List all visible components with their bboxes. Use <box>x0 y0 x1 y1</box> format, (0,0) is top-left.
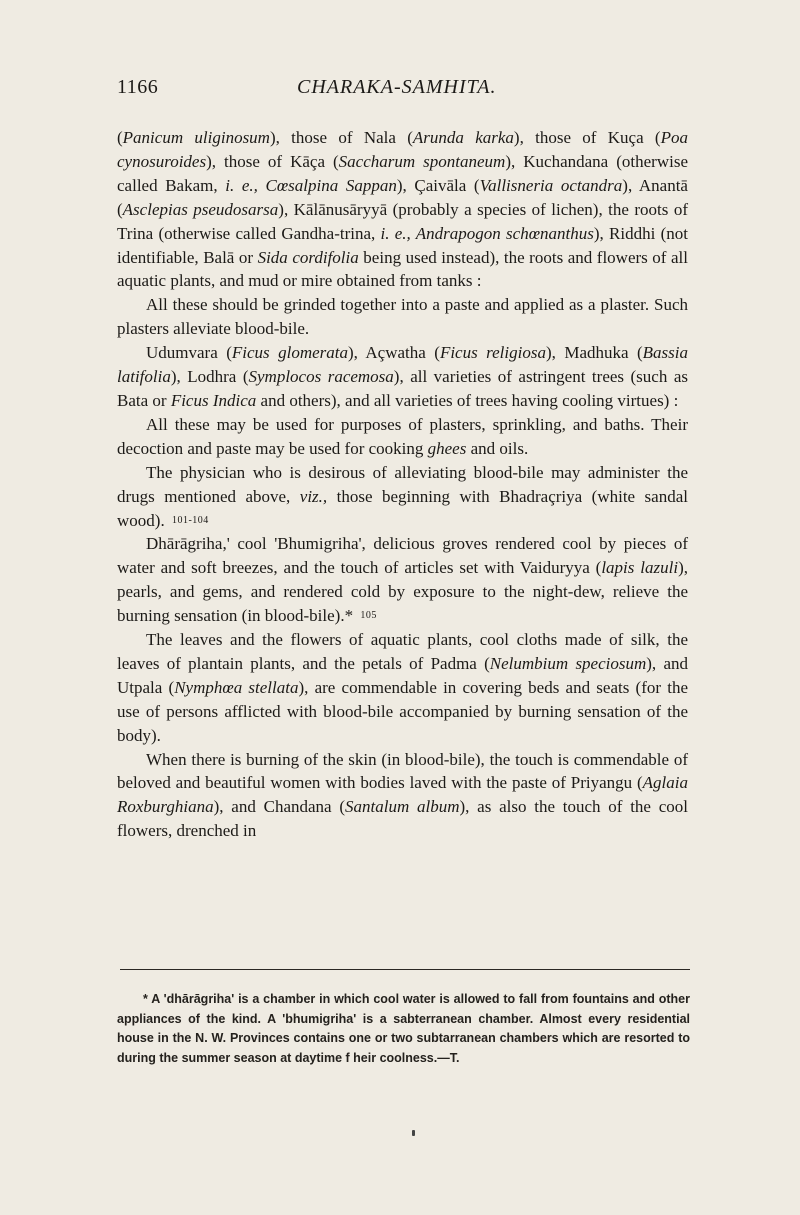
paragraph-2: All these should be grinded together into a paste and applied as a plaster. Such plasters alleviate blood-bile. <box>117 295 688 339</box>
paragraph-3: Udumvara (Ficus glomerata), Açwatha (Ficus religiosa), Madhuka (Bassia latifolia), Lodhra (Symplocos racemosa), all varieties of astringent trees (such as Bata or Ficus Indica and others), and all varieties of trees having cooling virtues) : <box>117 343 689 410</box>
paragraph-4: All these may be used for purposes of plasters, sprinkling, and baths. Their decoction and paste may be used for cooking ghees and oils. <box>117 414 688 458</box>
ink-speck <box>412 1130 415 1136</box>
footnote-text: * A 'dhārāgriha' is a chamber in which cool water is allowed to fall from fountains and other appliances of the kind. A 'bhumigriha' is a sabterranean chamber. Almost every residential house in the N. W. Provinces contains one or two subtarranean chambers which are resorted to during the summer season at daytime f heir coolness.—T. <box>117 992 690 1065</box>
verse-number: 101-104 <box>171 514 209 526</box>
verse-number: 105 <box>360 610 377 622</box>
paragraph-8: When there is burning of the skin (in blood-bile), the touch is commendable of beloved and beautiful women with bodies laved with the paste of Priyangu (Aglaia Roxburghiana), and Chandana (Santalum album), as also the touch of the cool flowers, drenched in <box>117 749 688 841</box>
footnote <box>117 990 690 1068</box>
paragraph-5: The physician who is desirous of alleviating blood-bile may administer the drugs mentioned above, viz., those beginning with Bhadraçriya (white sandal wood). 101-104 <box>117 462 688 530</box>
page-header <box>117 76 687 106</box>
paragraph-7: The leaves and the flowers of aquatic plants, cool cloths made of silk, the leaves of plantain plants, and the petals of Padma (Nelumbium speciosum), and Utpala (Nymphœa stellata), are commendable in covering beds and seats (for the use of persons afflicted with blood-bile accompanied by burning sensation of the body). <box>117 630 688 745</box>
paragraph-6: Dhārāgriha,' cool 'Bhumigriha', delicious groves rendered cool by pieces of water and soft breezes, and the touch of articles set with Vaiduryya (lapis lazuli), pearls, and gems, and rendered cold by exposure to the night-dew, relieve the burning sensation (in blood-bile).* 105 <box>117 534 688 626</box>
paragraph-1: (Panicum uliginosum), those of Nala (Arunda karka), those of Kuça (Poa cynosuroides), those of Kāça (Saccharum spontaneum), Kuchandana (otherwise called Bakam, i. e., Cœsalpina Sappan), Çaivāla (Vallisneria octandra), Anantā (Asclepias pseudosarsa), Kālānusāryyā (probably a species of lichen), the roots of Trina (otherwise called Gandha-trina, i. e., Andrapogon schœnanthus), Riddhi (not identifiable, Balā or Sida cordifolia being used instead), the roots and flowers of all aquatic plants, and mud or mire obtained from tanks : <box>117 128 688 291</box>
page-number: 1166 <box>117 76 159 98</box>
body-text <box>117 126 688 843</box>
running-title: CHARAKA-SAMHITA. <box>297 76 497 98</box>
footnote-divider <box>120 969 690 970</box>
